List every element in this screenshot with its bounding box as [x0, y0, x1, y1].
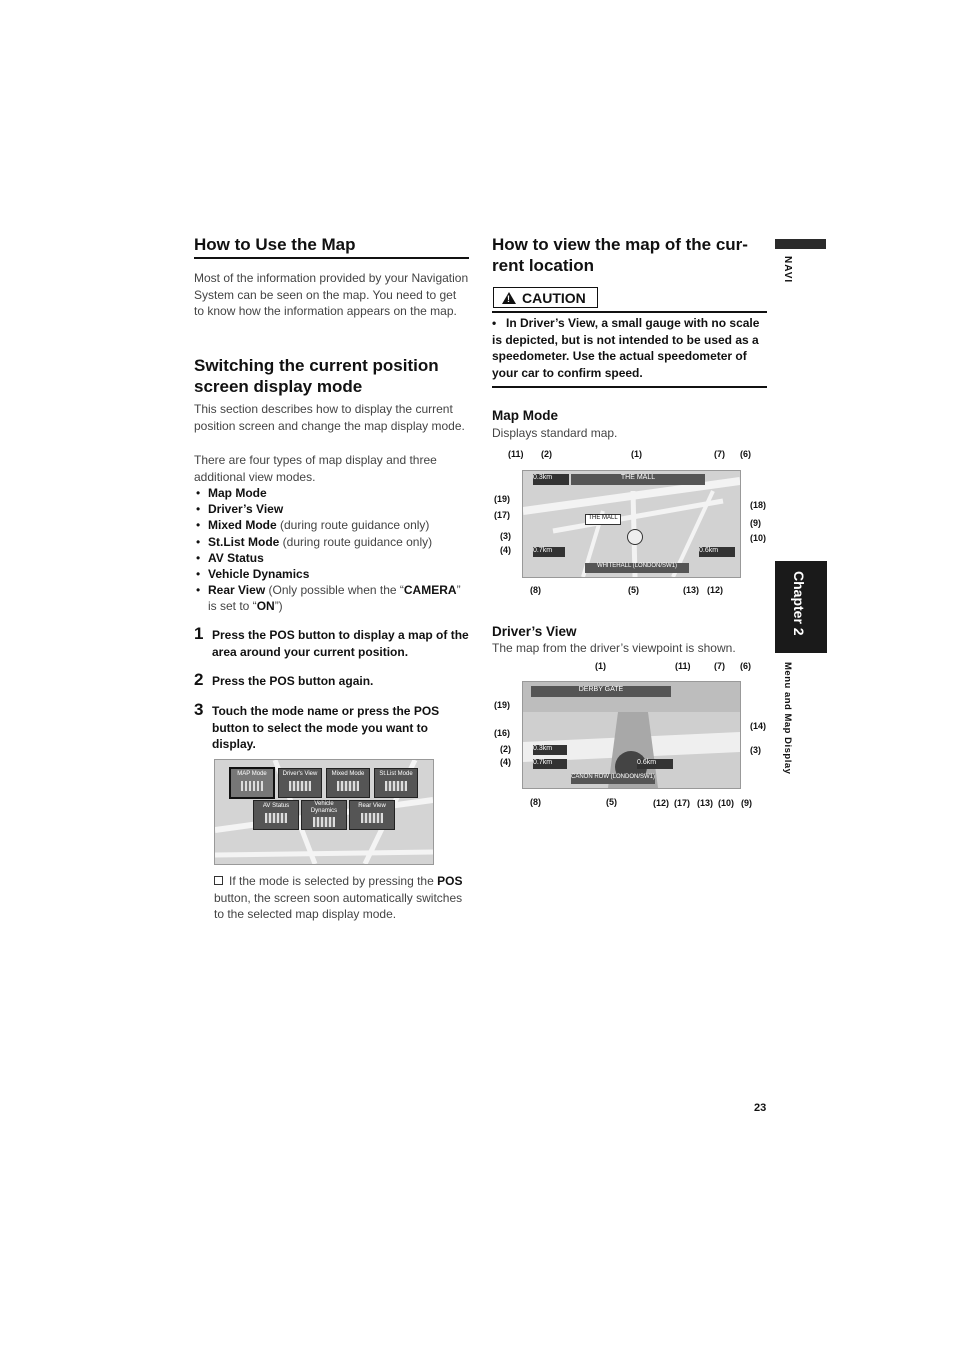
callout-label: (14) — [750, 721, 767, 731]
callout-label: (6) — [740, 661, 751, 671]
callout-label: (10) — [718, 798, 735, 808]
mode-select-screenshot — [214, 759, 434, 865]
list-item: • St.List Mode (during route guidance only) — [194, 534, 470, 550]
drivers-view-scene — [523, 682, 740, 788]
vehicle-dynamics-button[interactable]: Vehicle Dynamics — [301, 800, 347, 830]
callout-label: (3) — [750, 745, 761, 755]
map-mode-description: Displays standard map. — [492, 426, 618, 440]
chapter-label: Chapter 2 — [791, 571, 807, 636]
callout-label: (2) — [500, 744, 511, 754]
st-list-mode-button[interactable]: St.List Mode — [374, 768, 418, 798]
mode-list — [194, 485, 470, 615]
current-street-bar: WHITEHALL (LONDON/SW1) — [585, 563, 689, 573]
section-label: Menu and Map Display — [782, 662, 793, 775]
step-1-number: 1 — [194, 624, 204, 643]
list-item: • Vehicle Dynamics — [194, 566, 470, 582]
map-mode-button[interactable]: MAP Mode — [229, 767, 275, 799]
switch-description: This section describes how to display the current position screen and change the map display mode. — [194, 402, 465, 433]
page-number: 23 — [754, 1102, 767, 1114]
right-title: How to view the map of the cur- rent location — [492, 235, 748, 275]
caution-top-rule — [492, 311, 767, 313]
callout-label: (17) — [494, 510, 511, 520]
map-mode-roads — [523, 471, 740, 577]
callout-label: (8) — [530, 585, 541, 595]
callout-label: (7) — [714, 661, 725, 671]
av-status-button[interactable]: AV Status — [253, 800, 299, 830]
drivers-view-heading: Driver’s View — [492, 624, 577, 639]
mixed-mode-button[interactable]: Mixed Mode — [326, 768, 370, 798]
callout-label: (13) — [683, 585, 700, 595]
caution-bottom-rule — [492, 386, 767, 388]
map-mode-screenshot — [522, 470, 741, 578]
callout-label: (12) — [707, 585, 724, 595]
vehicle-position-icon — [627, 529, 643, 545]
callout-label: (6) — [740, 449, 751, 459]
callout-label: (11) — [508, 449, 524, 459]
map-mode-heading: Map Mode — [492, 408, 558, 423]
callout-label: (11) — [675, 661, 691, 671]
street-name-bar: THE MALL — [571, 474, 705, 485]
street-name-bar: DERBY GATE — [531, 686, 671, 697]
callout-label: (2) — [541, 449, 552, 459]
title-rule — [194, 257, 469, 259]
callout-label: (13) — [697, 798, 714, 808]
chapter-tab — [775, 561, 827, 653]
rear-view-button[interactable]: Rear View — [349, 800, 395, 830]
intro-paragraph: Most of the information provided by your Navigation System can be seen on the map. You need to get to know how the information appears on the map. — [194, 271, 469, 318]
distance-box: 0.3km — [533, 474, 569, 485]
step-1-text: Press the POS button to display a map of the area around your current position. — [212, 628, 469, 659]
distance-box: 0.7km — [533, 759, 567, 769]
list-item: • Map Mode — [194, 485, 470, 501]
step-2-number: 2 — [194, 670, 204, 689]
switch-types: There are four types of map display and three additional view modes. — [194, 453, 437, 484]
current-street-bar: CANON ROW (LONDON/SW1) — [571, 774, 655, 784]
distance-box: 0.7km — [533, 547, 565, 557]
callout-label: (18) — [750, 500, 767, 510]
list-item: • Mixed Mode (during route guidance only) — [194, 517, 470, 533]
callout-label: (10) — [750, 533, 767, 543]
callout-label: (8) — [530, 797, 541, 807]
callout-label: (12) — [653, 798, 670, 808]
callout-label: (4) — [500, 545, 511, 555]
step-3-number: 3 — [194, 700, 204, 719]
callout-label: (9) — [750, 518, 761, 528]
navi-tab — [775, 239, 826, 249]
distance-box: 0.3km — [533, 745, 567, 755]
list-item: • Rear View (Only possible when the “CAMERA” is set to “ON”) — [194, 582, 470, 614]
drivers-view-button[interactable]: Driver's View — [278, 768, 322, 798]
caution-label: ! CAUTION — [493, 287, 598, 308]
drivers-view-description: The map from the driver’s viewpoint is shown. — [492, 641, 736, 655]
list-item: • AV Status — [194, 550, 470, 566]
step-2-text: Press the POS button again. — [212, 674, 374, 688]
callout-label: (1) — [631, 449, 642, 459]
step-3-text: Touch the mode name or press the POS button to select the mode you want to display. — [212, 704, 440, 751]
distance-box: 0.6km — [637, 759, 673, 769]
callout-label: (5) — [628, 585, 639, 595]
map-street-label: THE MALL — [585, 514, 621, 525]
distance-box: 0.6km — [699, 547, 735, 557]
callout-label: (4) — [500, 757, 511, 767]
list-item: • Driver’s View — [194, 501, 470, 517]
drivers-view-screenshot — [522, 681, 741, 789]
callout-label: (1) — [595, 661, 606, 671]
warning-icon: ! — [502, 292, 516, 304]
note-paragraph: If the mode is selected by pressing the POS button, the screen soon automatically switches to the selected map display mode. — [214, 874, 463, 921]
callout-label: (16) — [494, 728, 511, 738]
callout-label: (9) — [741, 798, 752, 808]
navi-label: NAVI — [782, 256, 793, 284]
callout-label: (5) — [606, 797, 617, 807]
callout-label: (7) — [714, 449, 725, 459]
callout-label: (19) — [494, 494, 511, 504]
callout-label: (17) — [674, 798, 691, 808]
switch-heading: Switching the current position screen display mode — [194, 356, 439, 396]
callout-label: (19) — [494, 700, 511, 710]
callout-label: (3) — [500, 531, 511, 541]
note-checkbox-icon — [214, 876, 223, 885]
caution-text: • In Driver’s View, a small gauge with no scale is depicted, but is not intended to be used as a speedometer. Use the actual speedometer of your car to confirm speed. — [492, 316, 760, 381]
section-title: How to Use the Map — [194, 235, 356, 254]
